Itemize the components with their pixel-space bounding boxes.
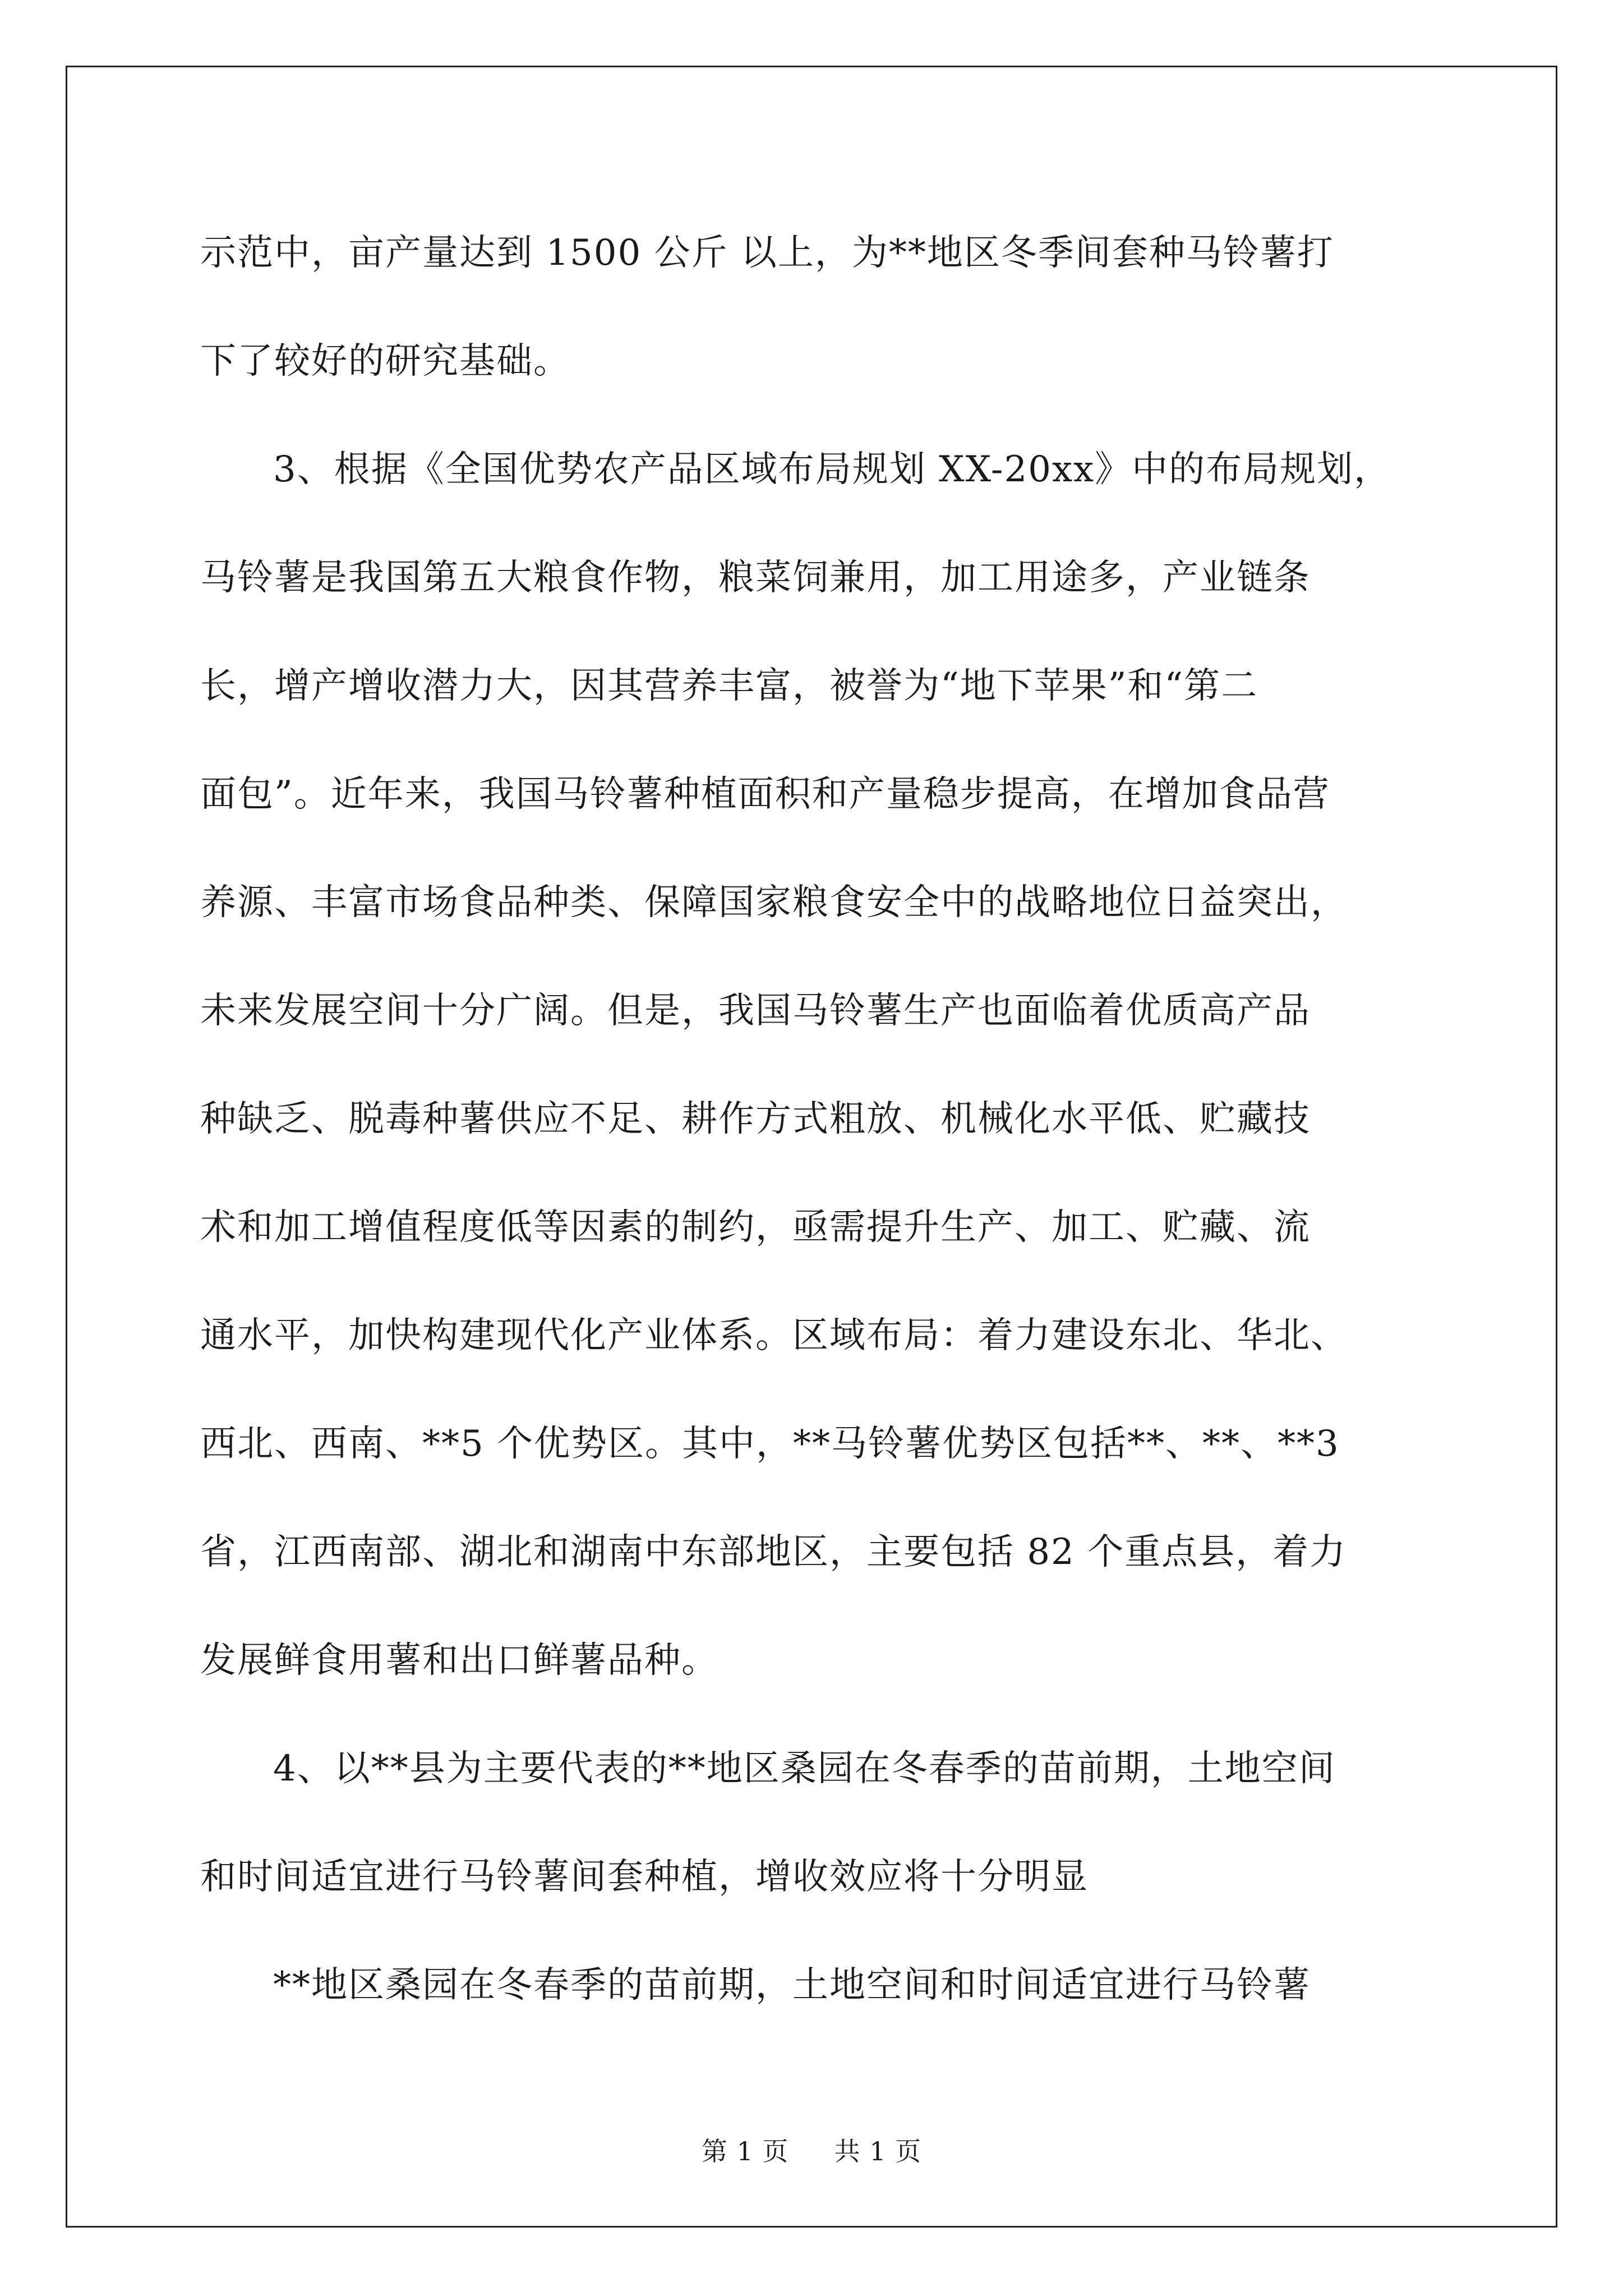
page-total: 共 1 页 [834, 2136, 922, 2166]
text-line: 示范中，亩产量达到 1500 公斤 以上，为**地区冬季间套种马铃薯打 [200, 232, 1334, 274]
text-line: 面包”。近年来，我国马铃薯种植面积和产量稳步提高，在增加食品营 [200, 774, 1330, 815]
text-line: 3、根据《全国优势农产品区域布局规划 XX-20xx》中的布局规划， [273, 449, 1391, 490]
text-line: **地区桑园在冬春季的苗前期，土地空间和时间适宜进行马铃薯 [273, 1964, 1311, 2006]
text-line: 下了较好的研究基础。 [200, 341, 570, 382]
paragraph [200, 199, 1434, 416]
paragraph [200, 1931, 1434, 2040]
page-number: 第 1 页 [701, 2136, 789, 2166]
text-line: 发展鲜食用薯和出口鲜薯品种。 [200, 1640, 718, 1681]
text-line: 术和加工增值程度低等因素的制约，亟需提升生产、加工、贮藏、流 [200, 1207, 1311, 1248]
paragraph [200, 1715, 1434, 1931]
text-line: 养源、丰富市场食品种类、保障国家粮食安全中的战略地位日益突出， [200, 882, 1348, 923]
text-line: 和时间适宜进行马铃薯间套种植，增收效应将十分明显 [200, 1856, 1089, 1898]
text-line: 通水平，加快构建现代化产业体系。区域布局：着力建设东北、华北、 [200, 1315, 1348, 1356]
paragraph [200, 416, 1434, 1715]
text-line: 种缺乏、脱毒种薯供应不足、耕作方式粗放、机械化水平低、贮藏技 [200, 1098, 1311, 1140]
text-line: 马铃薯是我国第五大粮食作物，粮菜饲兼用，加工用途多，产业链条 [200, 557, 1311, 599]
text-line: 4、以**县为主要代表的**地区桑园在冬春季的苗前期，土地空间 [273, 1748, 1336, 1789]
text-line: 省，江西南部、湖北和湖南中东部地区，主要包括 82 个重点县，着力 [200, 1531, 1347, 1573]
text-line: 西北、西南、**5 个优势区。其中，**马铃薯优势区包括**、**、**3 [200, 1423, 1340, 1465]
page-footer [0, 2134, 1623, 2168]
document-body [200, 199, 1434, 2040]
text-line: 长，增产增收潜力大，因其营养丰富，被誉为“地下苹果”和“第二 [200, 665, 1258, 707]
text-line: 未来发展空间十分广阔。但是，我国马铃薯生产也面临着优质高产品 [200, 990, 1311, 1032]
